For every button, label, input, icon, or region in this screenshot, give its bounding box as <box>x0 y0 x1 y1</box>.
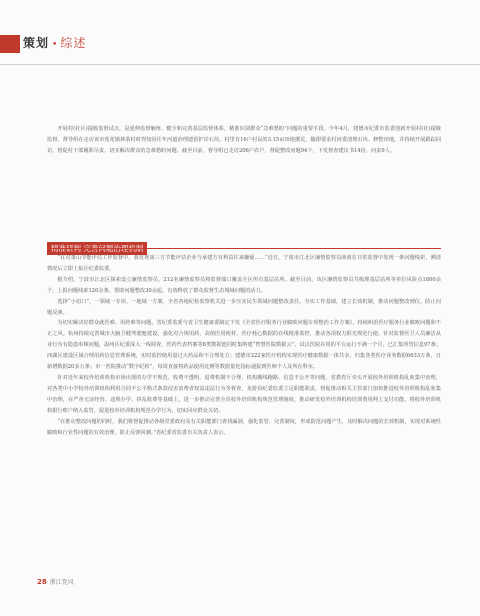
header-divider <box>0 64 480 65</box>
header-accent-bar <box>0 35 20 53</box>
journal-name: 浙江党风 <box>49 579 74 586</box>
body-paragraph: “在对萧山节能评估工作监督中，我发现第三方节能评估企业与承建方有利益往来嫌疑……”近日，宁波市江北区廉情监察员薛波在日常监督中发现一条问题线索，溯清情况后立即上报区纪委监委。 <box>47 255 441 272</box>
page-number: 28 <box>37 578 47 586</box>
column-separator: • <box>52 40 58 50</box>
body-paragraph: 针对近年来校外培训机构市场出现的办学不规范、收费不透明、退费机制不合理、机构搬线跑路、信息不公开等问题，省教育厅牵头开展校外培训机构乱象集中治理，对各类中小学校外培训机构利用合同不公平格式条款侵害消费者权益违法行为等督查，龙游县纪委监委立足职能职责，督促推动相关主管部门加快推进校外培训机构乱象集中治理，在严查无证经营、违规办学、拼乱收费等基础上，进一步推动完善全县校外培训机构规范管理制度，推动研发校外培训机构培训费用网上支付功能，将校外培训机构银行账户纳入监管，促进校外培训机构规范办学行为，切实回应群众关切。 <box>47 374 441 414</box>
body-paragraph: “在推动整改问题的同时，我们将督促推动各级党委政府及有关职能部门查找漏洞，强化监管、完善制度，形成防范问题产生，及时解决问题的长效机制，实现对系统性腐败和行业性问题的有效治理，防止反弹回潮。”省纪委省监委有关负责人表示。 <box>47 418 441 436</box>
column-subtitle: 综述 <box>60 36 87 50</box>
column-header <box>23 33 86 55</box>
intro-paragraph: 开展村(社区)提级监督试点，是延伸监督触角、健全和完善基层监督体系，精准识别群众“急难愁盼”问题的重要手段。今年4月，建德市纪委市监委创新开展村(社)提级监督，督导组在走访该市莲花镇林茶村时得知因往年河道治理遗留护岸石块，村里有16户村民的3.15亩田地撂荒，随即要求村河委清理石块、修整田地，并持续开展跟踪回访，督促村干部履职尽责，切实解决群众的急难愁盼问题。截至目前，督导组已走访206户农户，督促整改问题94个，下发督查建议书14份，问责9人。 <box>47 126 441 154</box>
body-paragraph: 据介绍，宁波市江北区探索设立廉情监察员，212名廉情监察员将监督端口覆盖全区所有基层站所。截至目前，该区廉情监察员共梳理基层站所等单位风险点1800余个，上报问题线索120余条，帮助问题整改30余起，有效释放了群众监督生态城域问题的活力。 <box>47 276 441 294</box>
section-rule <box>47 248 441 249</box>
section-heading <box>47 236 441 253</box>
body-block <box>47 253 441 438</box>
body-paragraph: 为切实解决好群众就医难、用药难等问题，省纪委监委与省卫生健康委制定下发《全省医疗服务行业腐败问题专项整治工作方案》，持续纠治医疗服务行业腐败问题和不正之风。杭州持续完善城市大脑卫健驾驶舱建设，强化对合规用药、高值医用耗材、医疗耗心数据的在线精准监控，推动各项权力阳光规范行使。针对监督医卫人员廉洁从业行为有隐患串频问题，温州区纪委深入一线调查，医药代表档案等8类数据池同时集纳建“智慧医院数据云”，试点医院在用的平台运行不满一个月，已汇集所管信息97条；西湖区建设区域合理用药信息管理系统，实时监控使用量过大药品和不合理处方；建德市222家医疗机构实现医疗健康数据一体共享，归集各类医疗业务数据6633万条，日新增数据20多万条；市一医院推动“数字纪检”，每周直接将药品使用比例等数据量化指标递报到医师个人及所在科室。 <box>47 320 441 371</box>
page-footer <box>37 577 74 588</box>
section-title: 精准研判 完善问题治理机制 <box>47 242 147 255</box>
column-title: 策划 <box>23 36 50 50</box>
intro-block <box>47 124 441 157</box>
body-paragraph: 选择“小切口”，一领域一专项、一地域一方案，全省各地纪检监察机关进一步压实民生领域问题整改责任，夯实工作基础，建立长效机制，推动问题整改到位，防止问题反弹。 <box>47 298 441 316</box>
